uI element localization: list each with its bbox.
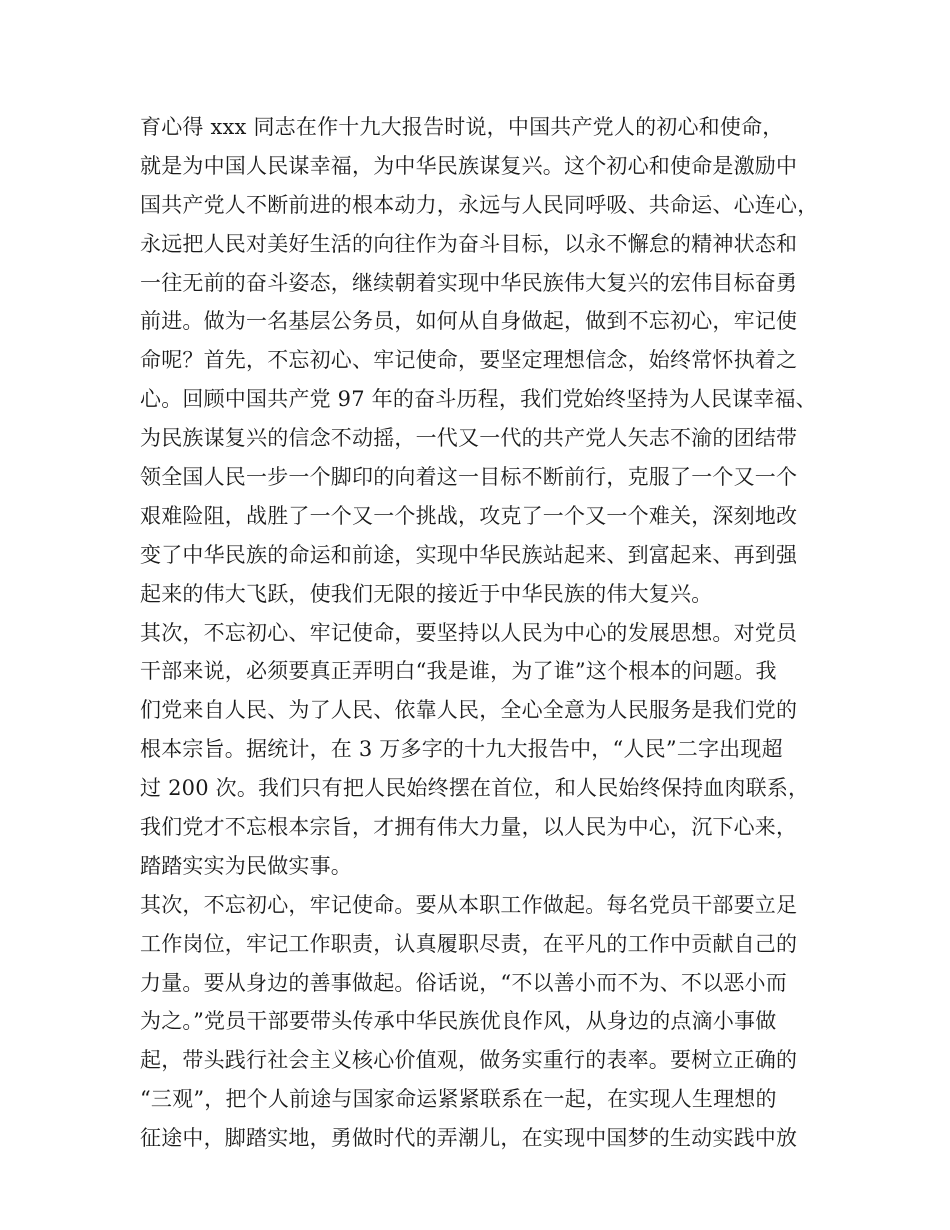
text-line: 育心得 xxx 同志在作十九大报告时说，中国共产党人的初心和使命， xyxy=(140,115,784,139)
text-line: 干部来说，必须要真正弄明白“我是谁，为了谁”这个根本的问题。我 xyxy=(140,659,777,684)
text-line: “三观”，把个人前途与国家命运紧紧联系在一起，在实现人生理想的 xyxy=(140,1087,777,1112)
text-line: 其次，不忘初心、牢记使命，要坚持以人民为中心的发展思想。对党员 xyxy=(140,620,798,645)
text-line: 过 200 次。我们只有把人民始终摆在首位，和人民始终保持血肉联系， xyxy=(140,776,810,801)
text-line: 我们党才不忘根本宗旨，才拥有伟大力量，以人民为中心，沉下心来， xyxy=(140,815,798,840)
text-line: 起来的伟大飞跃，使我们无限的接近于中华民族的伟大复兴。 xyxy=(140,581,713,606)
text-line: 为民族谋复兴的信念不动摇，一代又一代的共产党人矢志不渝的团结带 xyxy=(140,426,798,451)
text-line: 踏踏实实为民做实事。 xyxy=(140,853,352,878)
text-line: 其次，不忘初心，牢记使命。要从本职工作做起。每名党员干部要立足 xyxy=(140,892,798,917)
text-line: 变了中华民族的命运和前途，实现中华民族站起来、到富起来、再到强 xyxy=(140,542,798,567)
text-line: 艰难险阻，战胜了一个又一个挑战，攻克了一个又一个难关，深刻地改 xyxy=(140,503,798,528)
text-line: 为之。”党员干部要带头传承中华民族优良作风，从身边的点滴小事做 xyxy=(140,1009,777,1034)
text-line: 永远把人民对美好生活的向往作为奋斗目标，以永不懈怠的精神状态和 xyxy=(140,231,798,256)
text-line: 一往无前的奋斗姿态，继续朝着实现中华民族伟大复兴的宏伟目标奋勇 xyxy=(140,270,798,295)
text-line: 前进。做为一名基层公务员，如何从自身做起，做到不忘初心，牢记使 xyxy=(140,309,798,334)
text-line: 征途中，脚踏实地，勇做时代的弄潮儿，在实现中国梦的生动实践中放 xyxy=(140,1126,798,1151)
text-line: 领全国人民一步一个脚印的向着这一目标不断前行，克服了一个又一个 xyxy=(140,465,798,490)
text-line: 根本宗旨。据统计，在 3 万多字的十九大报告中，“人民”二字出现超 xyxy=(140,737,783,762)
text-line: 国共产党人不断前进的根本动力，永远与人民同呼吸、共命运、心连心， xyxy=(140,192,819,217)
text-line: 就是为中国人民谋幸福，为中华民族谋复兴。这个初心和使命是激励中 xyxy=(140,153,798,178)
text-line: 们党来自人民、为了人民、依靠人民，全心全意为人民服务是我们党的 xyxy=(140,698,798,723)
text-line: 命呢？首先，不忘初心、牢记使命，要坚定理想信念，始终常怀执着之 xyxy=(140,348,798,373)
text-line: 心。回顾中国共产党 97 年的奋斗历程，我们党始终坚持为人民谋幸福、 xyxy=(140,387,817,412)
text-line: 工作岗位，牢记工作职责，认真履职尽责，在平凡的工作中贡献自己的 xyxy=(140,931,798,956)
text-line: 力量。要从身边的善事做起。俗话说，“不以善小而不为、不以恶小而 xyxy=(140,970,787,995)
document-body xyxy=(140,108,830,1158)
text-line: 起，带头践行社会主义核心价值观，做务实重行的表率。要树立正确的 xyxy=(140,1048,798,1073)
